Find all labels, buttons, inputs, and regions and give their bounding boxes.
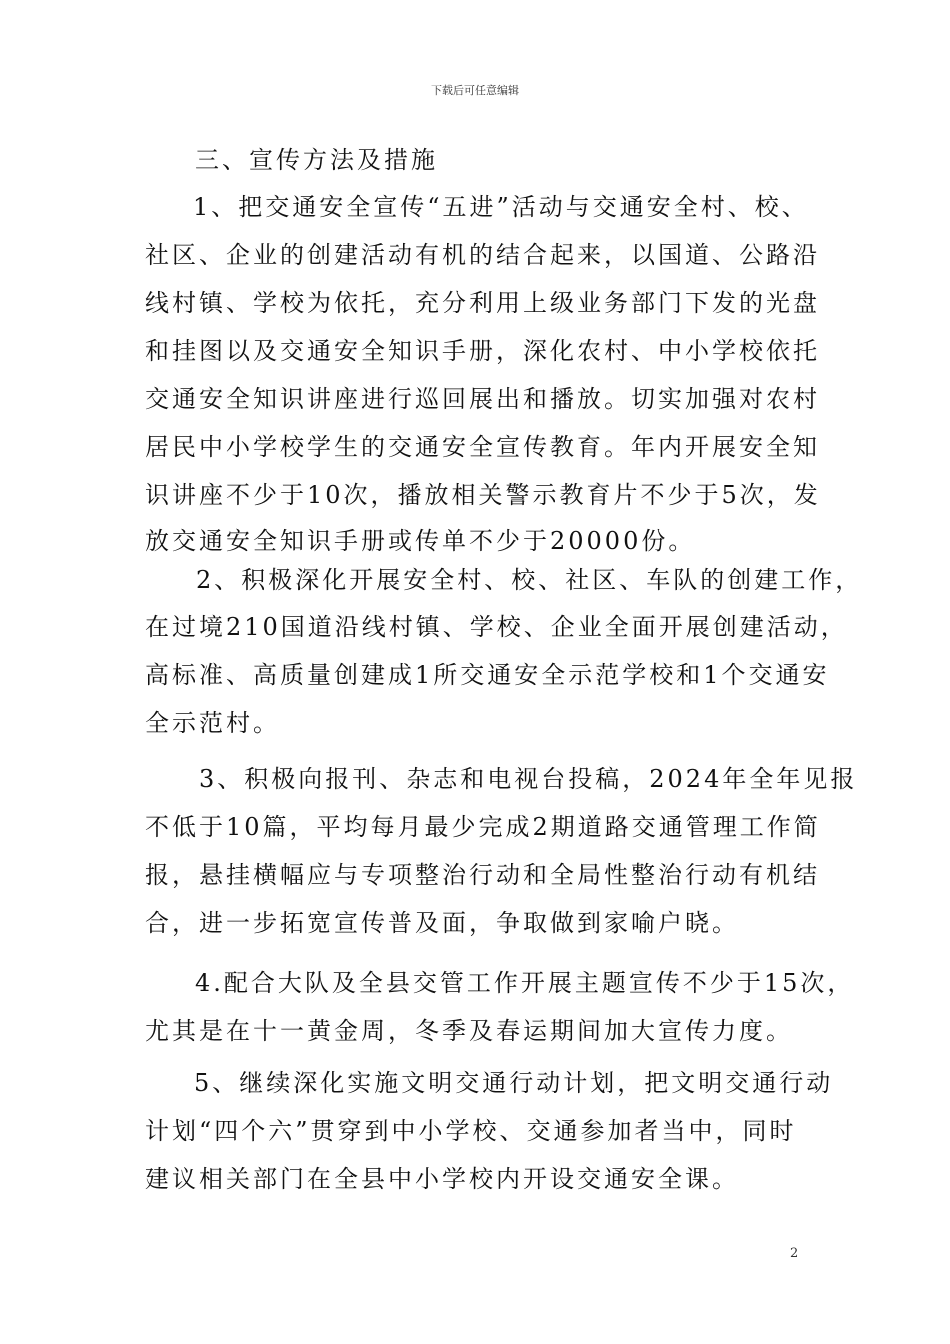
section-heading: 三、宣传方法及措施 [195,146,438,174]
paragraph-line: 3、积极向报刊、杂志和电视台投稿，2024年全年见报 [199,765,858,793]
paragraph-line: 放交通安全知识手册或传单不少于20000份。 [145,527,696,555]
paragraph-line: 报，悬挂横幅应与专项整治行动和全局性整治行动有机结 [145,861,820,889]
paragraph-line: 和挂图以及交通安全知识手册，深化农村、中小学校依托 [145,337,820,365]
paragraph-line: 1、把交通安全宣传“五进”活动与交通安全村、校、 [193,193,809,221]
paragraph-line: 交通安全知识讲座进行巡回展出和播放。切实加强对农村 [145,385,820,413]
paragraph-line: 居民中小学校学生的交通安全宣传教育。年内开展安全知 [145,433,820,461]
paragraph-line: 4.配合大队及全县交管工作开展主题宣传不少于15次， [195,969,855,997]
page-header: 下载后可任意编辑 [431,84,519,97]
paragraph-line: 社区、企业的创建活动有机的结合起来，以国道、公路沿 [145,241,820,269]
paragraph-line: 合，进一步拓宽宣传普及面，争取做到家喻户晓。 [145,909,739,937]
paragraph-line: 全示范村。 [145,709,280,737]
paragraph-line: 5、继续深化实施文明交通行动计划，把文明交通行动 [194,1069,834,1097]
paragraph-line: 尤其是在十一黄金周，冬季及春运期间加大宣传力度。 [145,1017,793,1045]
paragraph-line: 计划“四个六”贯穿到中小学校、交通参加者当中，同时 [145,1117,797,1145]
paragraph-line: 不低于10篇，平均每月最少完成2期道路交通管理工作简 [145,813,821,841]
paragraph-line: 线村镇、学校为依托，充分利用上级业务部门下发的光盘 [145,289,820,317]
page-number: 2 [790,1246,799,1261]
paragraph-line: 2、积极深化开展安全村、校、社区、车队的创建工作， [196,566,863,594]
paragraph-line: 识讲座不少于10次，播放相关警示教育片不少于5次，发 [145,481,821,509]
paragraph-line: 建议相关部门在全县中小学校内开设交通安全课。 [145,1165,739,1193]
paragraph-line: 高标准、高质量创建成1所交通安全示范学校和1个交通安 [145,661,830,689]
paragraph-line: 在过境210国道沿线村镇、学校、企业全面开展创建活动， [145,613,848,641]
